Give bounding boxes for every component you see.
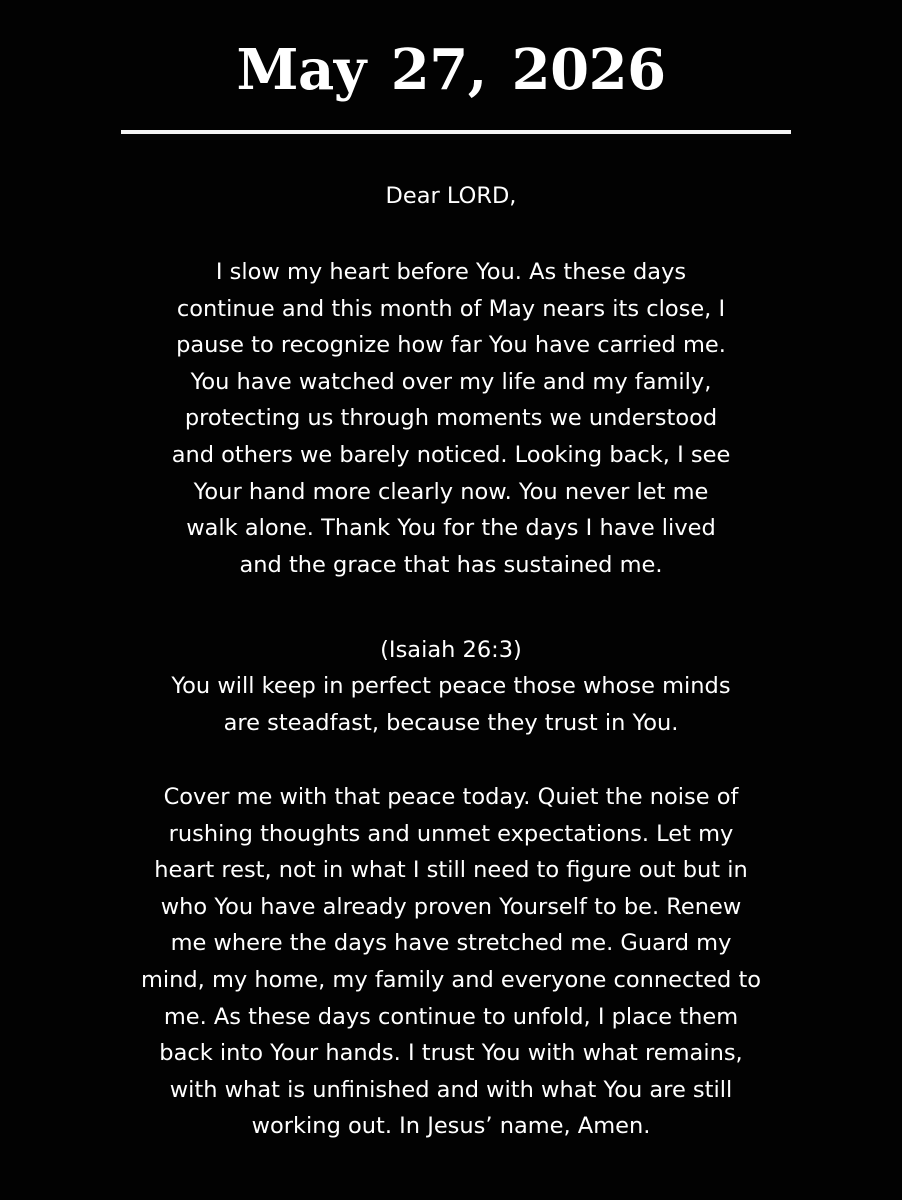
verse-line: You will keep in perfect peace those whose minds	[171, 673, 731, 699]
paragraph-line: pause to recognize how far You have carried me.	[176, 332, 726, 359]
paragraph-line: You have watched over my life and my family,	[190, 368, 712, 395]
paragraph-line: who You have already proven Yourself to be. Renew	[160, 893, 742, 920]
verse-line: are steadfast, because they trust in You.	[223, 709, 679, 736]
paragraph-line: back into Your hands. I trust You with what remains,	[159, 1040, 743, 1067]
paragraph-line: me where the days have stretched me. Guard my	[170, 930, 732, 957]
paragraph-line: working out. In Jesus’ name, Amen.	[251, 1113, 651, 1140]
paragraph-line: I slow my heart before You. As these days	[215, 259, 687, 285]
paragraph-line: Cover me with that peace today. Quiet the noise of	[163, 784, 739, 810]
date-title: May 27, 2026	[236, 37, 666, 103]
greeting: Dear LORD,	[385, 183, 517, 209]
paragraph-line: and others we barely noticed. Looking back, I see	[171, 441, 731, 468]
paragraph-opening	[0, 254, 902, 583]
paragraph-line: walk alone. Thank You for the days I have lived	[186, 515, 716, 542]
paragraph-line: me. As these days continue to unfold, I place them	[163, 1003, 739, 1030]
paragraph-line: with what is unfinished and with what You are still	[169, 1076, 733, 1103]
paragraph-line: heart rest, not in what I still need to figure out but in	[154, 857, 748, 884]
paragraph-line: rushing thoughts and unmet expectations. Let my	[168, 820, 734, 847]
paragraph-closing	[0, 779, 902, 1145]
verse-reference: (Isaiah 26:3)	[380, 637, 522, 663]
verse-quote	[0, 668, 902, 741]
paragraph-line: and the grace that has sustained me.	[239, 551, 663, 578]
paragraph-line: continue and this month of May nears its close, I	[176, 295, 726, 322]
title-divider	[121, 130, 791, 134]
paragraph-line: protecting us through moments we understood	[184, 405, 718, 432]
paragraph-line: mind, my home, my family and everyone connected to	[140, 966, 762, 993]
paragraph-line: Your hand more clearly now. You never let me	[193, 478, 709, 505]
